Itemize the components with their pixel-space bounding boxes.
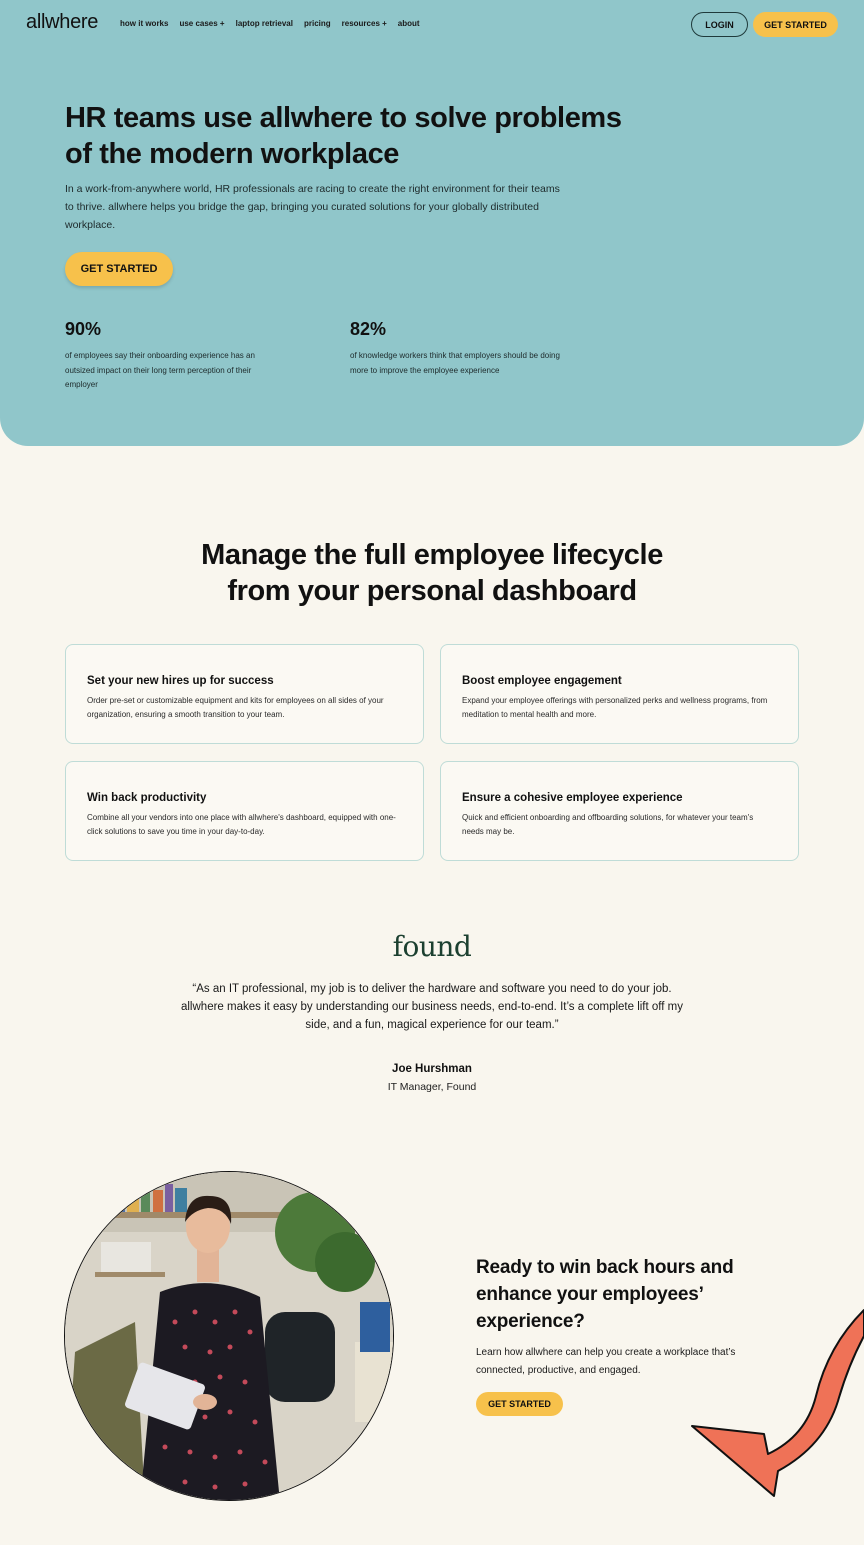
header-get-started-button[interactable]: GET STARTED	[753, 12, 838, 37]
curved-arrow-icon	[688, 1296, 864, 1500]
card-text: Expand your employee offerings with personalized perks and wellness programs, from meditation to mental health and more.	[462, 696, 768, 719]
lifecycle-title-text: Manage the full employee lifecycle from your personal dashboard	[201, 539, 663, 607]
card-title: Set your new hires up for success	[87, 675, 274, 687]
stat-value-1: 90%	[65, 319, 102, 339]
employee-photo	[64, 1171, 394, 1501]
nav-resources[interactable]: resources +	[341, 19, 387, 28]
main-nav	[120, 19, 420, 28]
nav-laptop-retrieval[interactable]: laptop retrieval	[235, 19, 293, 28]
nav-pricing[interactable]: pricing	[303, 19, 331, 28]
card-title: Win back productivity	[87, 792, 207, 804]
nav-how-it-works[interactable]: how it works	[120, 19, 169, 28]
testimonial-name: Joe Hurshman	[392, 1063, 472, 1075]
card-text: Order pre-set or customizable equipment and kits for employees on all sides of your organization, ensuring a smooth transition to your team.	[87, 696, 384, 719]
card-text: Combine all your vendors into one place with allwhere's dashboard, equipped with one-click solutions to save you time in your day-to-day.	[87, 813, 396, 836]
hero-title: HR teams use allwhere to solve problems of the modern workplace	[65, 102, 622, 170]
stat-text-1: of employees say their onboarding experience has an outsized impact on their long term perception of their employer	[65, 351, 255, 389]
employee-photo-illustration	[65, 1172, 394, 1501]
card-text: Quick and efficient onboarding and offboarding solutions, for whatever your team's needs may be.	[462, 813, 754, 836]
hero-description: In a work-from-anywhere world, HR professionals are racing to create the right environment for their teams to thrive. allwhere helps you bridge the gap, bringing you curated solutions for your globally distributed workplace.	[65, 183, 560, 231]
hero-get-started-button[interactable]: GET STARTED	[65, 252, 173, 286]
feature-card-new-hires	[65, 644, 424, 744]
card-title: Boost employee engagement	[462, 675, 622, 687]
allwhere-logo[interactable]: allwhere	[26, 11, 99, 33]
feature-card-productivity	[65, 761, 424, 861]
hero-section	[0, 0, 864, 446]
nav-use-cases[interactable]: use cases +	[179, 19, 225, 28]
testimonial-quote: “As an IT professional, my job is to deliver the hardware and software you need to do your job. allwhere makes it easy by understanding our business needs, end-to-end. It’s a complete lift off my side, and a fun, magical experience for our team.”	[180, 983, 683, 1031]
stat-value-2: 82%	[350, 319, 387, 339]
cta-title: Ready to win back hours and enhance your employees’ experience?	[476, 1257, 734, 1332]
lifecycle-title	[0, 537, 864, 609]
cta-description: Learn how allwhere can help you create a workplace that’s connected, productive, and engaged.	[476, 1347, 736, 1376]
testimonial-role: IT Manager, Found	[387, 1081, 477, 1093]
feature-card-engagement	[440, 644, 799, 744]
login-button[interactable]: LOGIN	[691, 12, 748, 37]
found-logo: found	[392, 930, 472, 963]
nav-about[interactable]: about	[397, 19, 420, 28]
stat-text-2: of knowledge workers think that employers should be doing more to improve the employee experience	[350, 351, 560, 375]
card-title: Ensure a cohesive employee experience	[462, 792, 683, 804]
feature-card-experience	[440, 761, 799, 861]
cta-get-started-button[interactable]: GET STARTED	[476, 1392, 563, 1416]
